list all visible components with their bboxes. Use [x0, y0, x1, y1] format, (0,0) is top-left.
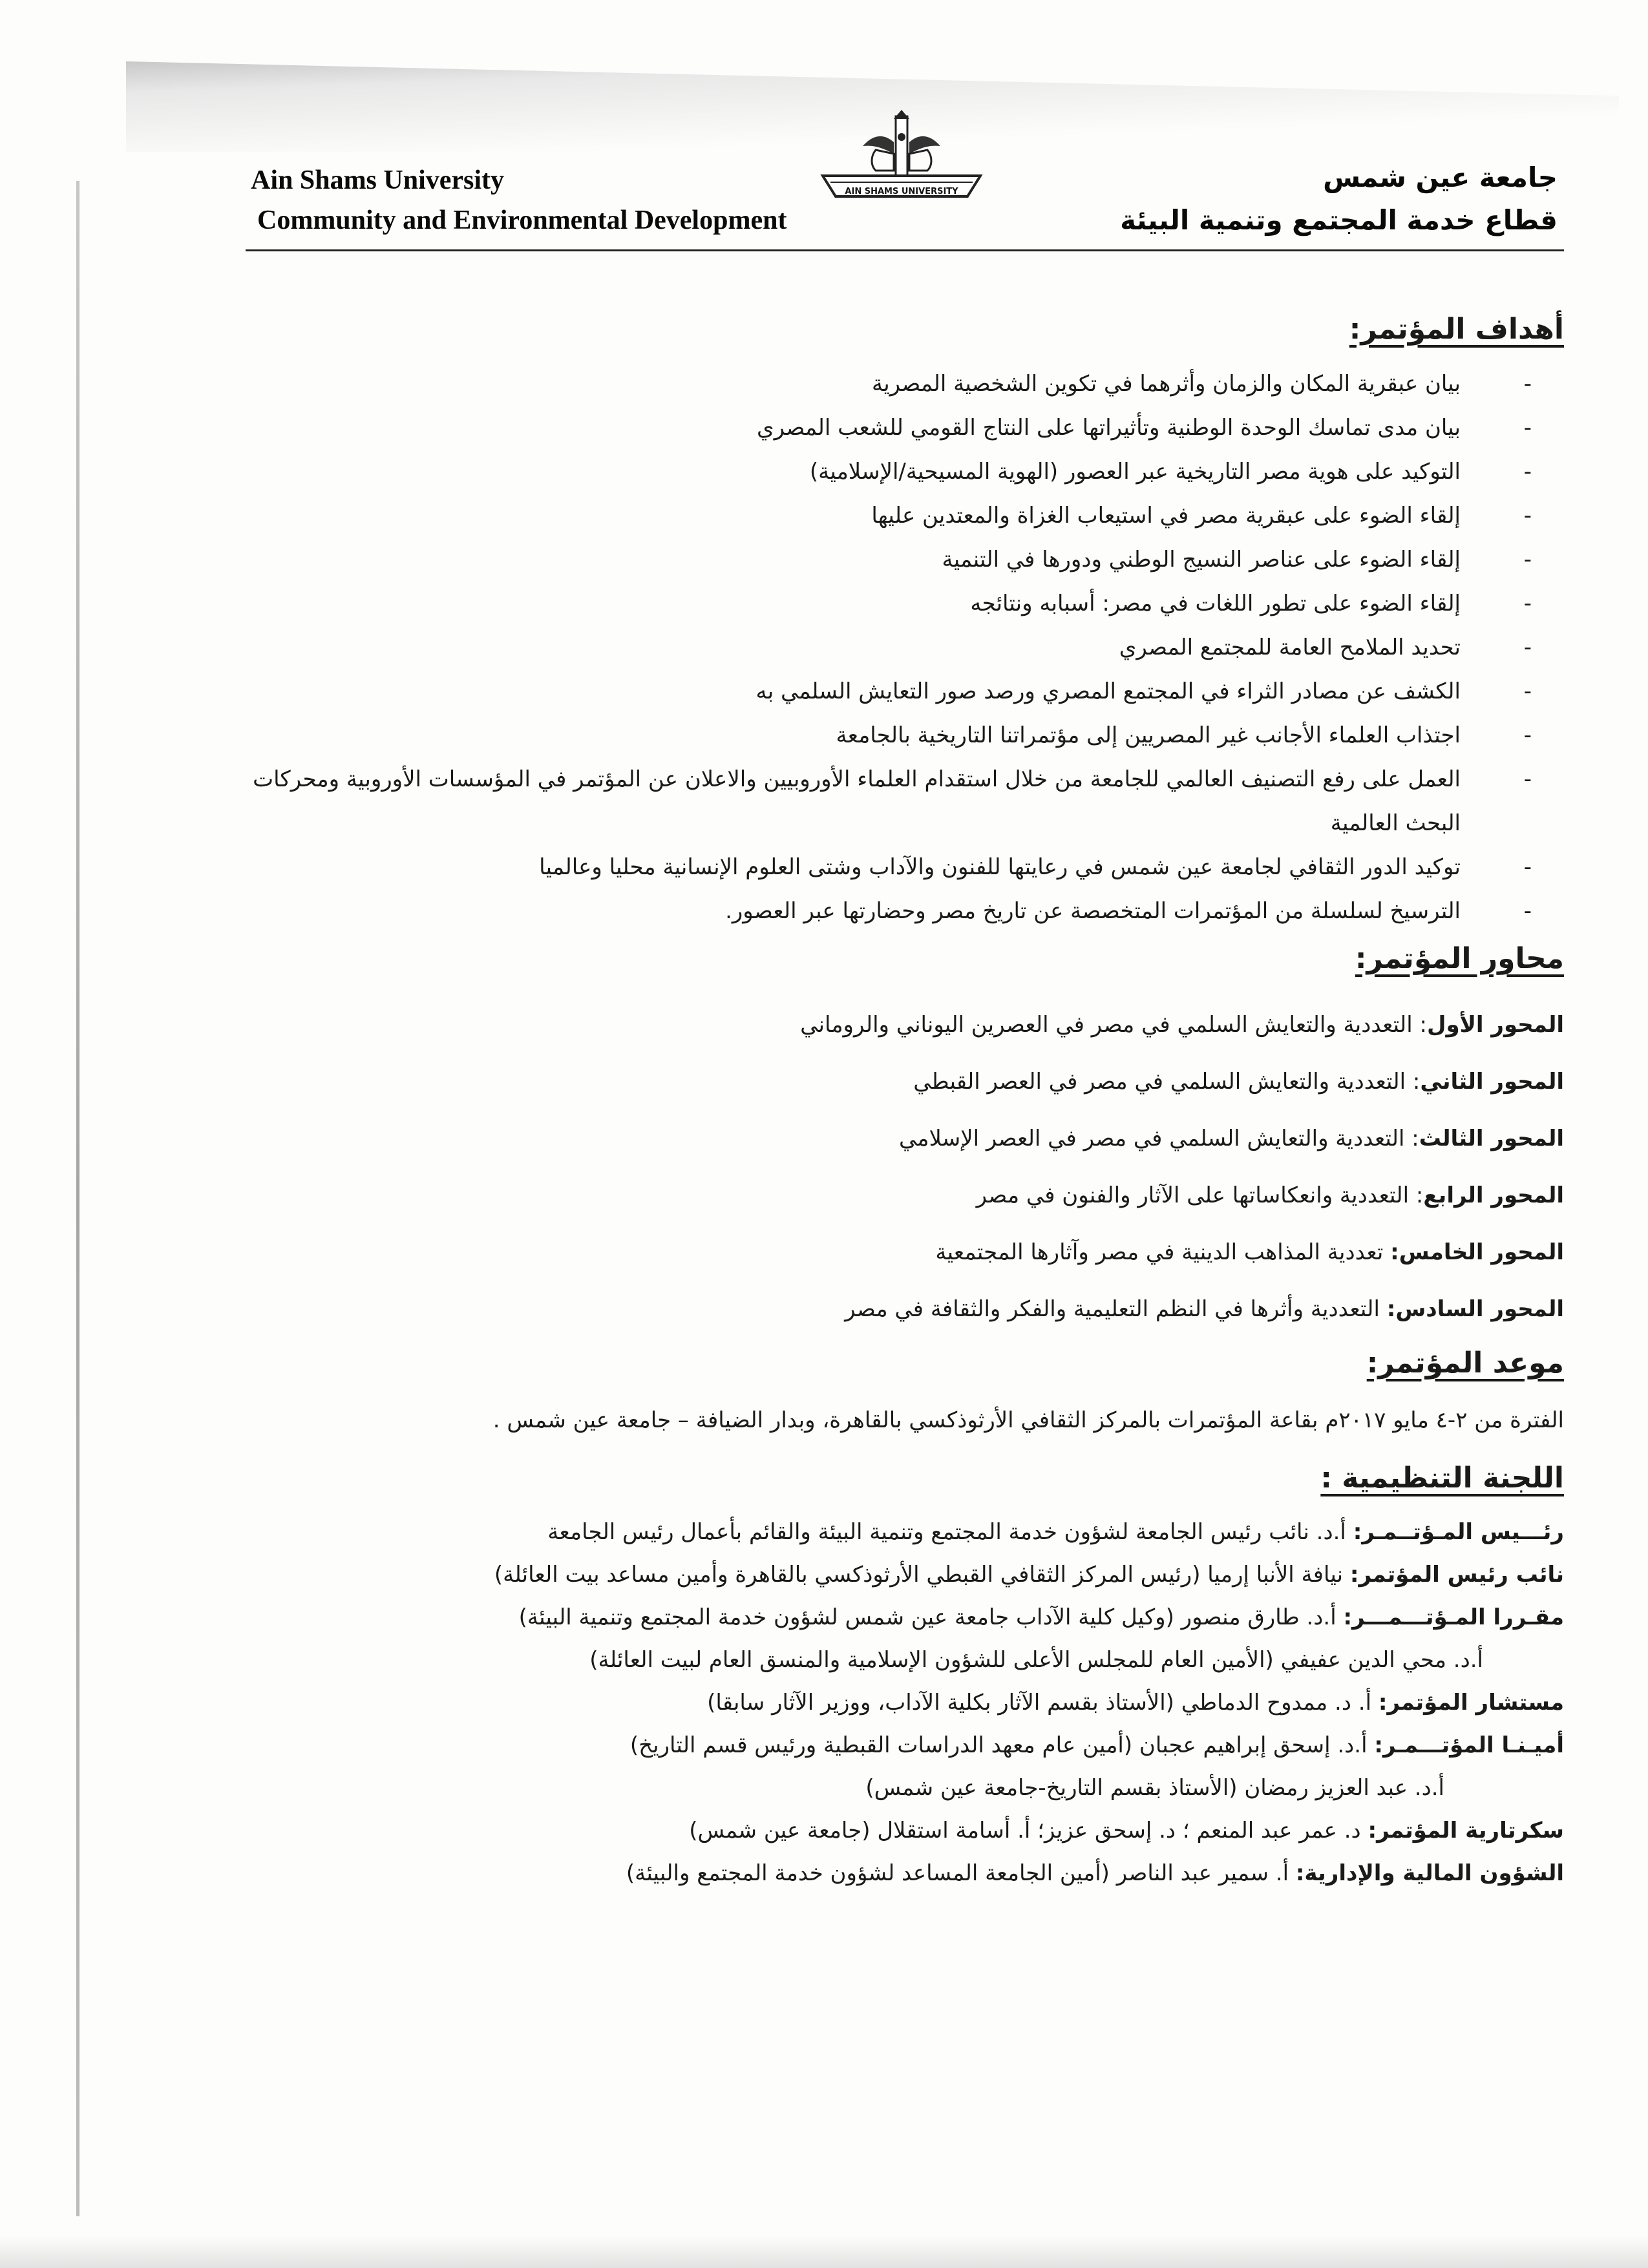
committee-role: الشؤون المالية والإدارية: [1295, 1860, 1564, 1886]
committee-row [246, 1809, 1564, 1852]
axis-label: المحور الأول [1426, 1012, 1564, 1038]
goal-item: - الكشف عن مصادر الثراء في المجتمع المصري ورصد صور التعايش السلمي به [246, 669, 1564, 713]
axis-row [246, 1053, 1564, 1110]
committee-member: د. عمر عبد المنعم ؛ د. إسحق عزيز؛ أ. أسامة استقلال (جامعة عين شمس) [689, 1818, 1368, 1843]
committee-member: أ.د. إسحق إبراهيم عجبان (أمين عام معهد الدراسات القبطية ورئيس قسم التاريخ) [629, 1732, 1375, 1758]
axis-row [246, 1281, 1564, 1338]
committee-member: أ. د. ممدوح الدماطي (الأستاذ بقسم الآثار بكلية الآداب، ووزير الآثار سابقا) [707, 1690, 1379, 1716]
svg-text:AIN SHAMS UNIVERSITY: AIN SHAMS UNIVERSITY [845, 187, 958, 196]
goal-item: - الترسيخ لسلسلة من المؤتمرات المتخصصة عن تاريخ مصر وحضارتها عبر العصور. [246, 889, 1564, 933]
committee-row [246, 1596, 1564, 1639]
committee-member: أ.د. محي الدين عفيفي (الأمين العام للمجلس الأعلى للشؤون الإسلامية والمنسق العام لبيت العائلة) [589, 1647, 1483, 1673]
axis-text: التعددية وأثرها في النظم التعليمية والفكر والثقافة في مصر [845, 1296, 1387, 1322]
axis-label: المحور الخامس: [1390, 1239, 1564, 1265]
university-name-en: Ain Shams University [251, 165, 505, 195]
goal-item: - العمل على رفع التصنيف العالمي للجامعة من خلال استقدام العلماء الأوروبيين والاعلان عن المؤتمر في المؤسسات الأوروبية ومحركات البحث العالمية [246, 757, 1564, 845]
goal-item: - إلقاء الضوء على تطور اللغات في مصر: أسبابه ونتائجه [246, 582, 1564, 625]
sector-name-ar: قطاع خدمة المجتمع وتنمية البيئة [1120, 204, 1558, 236]
header-arabic [976, 156, 1558, 242]
axis-row [246, 1110, 1564, 1167]
goal-item: - بيان عبقرية المكان والزمان وأثرهما في تكوين الشخصية المصرية [246, 362, 1564, 406]
committee-row [246, 1639, 1564, 1681]
committee-row [246, 1553, 1564, 1596]
sector-name-en: Community and Environmental Development [257, 205, 787, 235]
goal-item: - تحديد الملامح العامة للمجتمع المصري [246, 625, 1564, 669]
axis-row [246, 996, 1564, 1053]
scan-edge-bottom [0, 2236, 1648, 2268]
committee-role: نائب رئيس المؤتمر: [1349, 1562, 1564, 1588]
goal-item: - توكيد الدور الثقافي لجامعة عين شمس في رعايتها للفنون والآداب وشتى العلوم الإنسانية محليا وعالميا [246, 845, 1564, 889]
committee-role: رئـــيس المـؤتــمـر: [1353, 1519, 1564, 1545]
axis-text: : التعددية والتعايش السلمي في مصر في العصر الإسلامي [898, 1126, 1419, 1151]
axes-heading: محاور المؤتمر: [1355, 942, 1564, 975]
axis-label: المحور السادس: [1386, 1296, 1564, 1322]
committee-list [246, 1511, 1564, 1895]
document-body [246, 304, 1564, 1895]
committee-row [246, 1767, 1564, 1809]
committee-row [246, 1511, 1564, 1553]
committee-member: أ.د. عبد العزيز رمضان (الأستاذ بقسم التاريخ-جامعة عين شمس) [865, 1775, 1444, 1801]
university-name-ar: جامعة عين شمس [1323, 162, 1558, 193]
committee-member: أ.د. طارق منصور (وكيل كلية الآداب جامعة عين شمس لشؤون خدمة المجتمع وتنمية البيئة) [518, 1604, 1344, 1630]
goals-list [246, 362, 1564, 933]
header-divider [246, 249, 1564, 251]
committee-role: مقـررا المـؤتـــمـــر: [1343, 1604, 1564, 1630]
axis-text: تعددية المذاهب الدينية في مصر وآثارها المجتمعية [935, 1239, 1391, 1265]
axis-text: : التعددية والتعايش السلمي في مصر في العصرين اليوناني والروماني [800, 1012, 1427, 1038]
committee-row [246, 1724, 1564, 1767]
date-heading: موعد المؤتمر: [1366, 1347, 1564, 1380]
goal-item: - اجتذاب العلماء الأجانب غير المصريين إلى مؤتمراتنا التاريخية بالجامعة [246, 713, 1564, 757]
date-text: الفترة من ٢-٤ مايو ٢٠١٧م بقاعة المؤتمرات بالمركز الثقافي الأرثوذكسي بالقاهرة، وبدار الضيافة – جامعة عين شمس . [492, 1407, 1564, 1433]
committee-row [246, 1681, 1564, 1724]
axis-label: المحور الثالث [1419, 1126, 1564, 1151]
committee-role: أميـنـا المؤتـــمـر: [1374, 1732, 1564, 1758]
axis-row [246, 1224, 1564, 1281]
axis-text: : التعددية والتعايش السلمي في مصر في العصر القبطي [913, 1069, 1421, 1095]
committee-role: سكرتارية المؤتمر: [1368, 1818, 1564, 1843]
goal-item: - إلقاء الضوء على عناصر النسيج الوطني ودورها في التنمية [246, 538, 1564, 582]
goal-item: - إلقاء الضوء على عبقرية مصر في استيعاب الغزاة والمعتدين عليها [246, 494, 1564, 538]
committee-member: أ. سمير عبد الناصر (أمين الجامعة المساعد لشؤون خدمة المجتمع والبيئة) [626, 1860, 1296, 1886]
goals-heading: أهداف المؤتمر: [1349, 313, 1564, 346]
goal-item: - بيان مدى تماسك الوحدة الوطنية وتأثيراتها على النتاج القومي للشعب المصري [246, 406, 1564, 450]
goal-item: - التوكيد على هوية مصر التاريخية عبر العصور (الهوية المسيحية/الإسلامية) [246, 450, 1564, 494]
axes-list [246, 996, 1564, 1338]
committee-heading: اللجنة التنظيمية : [1320, 1462, 1564, 1495]
committee-member: أ.د. نائب رئيس الجامعة لشؤون خدمة المجتمع وتنمية البيئة والقائم بأعمال رئيس الجامعة [547, 1519, 1353, 1545]
committee-role: مستشار المؤتمر: [1378, 1690, 1564, 1716]
axis-label: المحور الثاني [1420, 1069, 1564, 1095]
axis-label: المحور الرابع [1423, 1182, 1564, 1208]
university-logo [811, 109, 992, 205]
axis-row [246, 1167, 1564, 1224]
committee-row [246, 1852, 1564, 1895]
scan-edge-left [76, 181, 79, 2216]
committee-member: نيافة الأنبا إرميا (رئيس المركز الثقافي القبطي الأرثوذكسي بالقاهرة وأمين مساعد بيت العائلة) [494, 1562, 1350, 1588]
axis-text: : التعددية وانعكاساتها على الآثار والفنون في مصر [976, 1182, 1424, 1208]
